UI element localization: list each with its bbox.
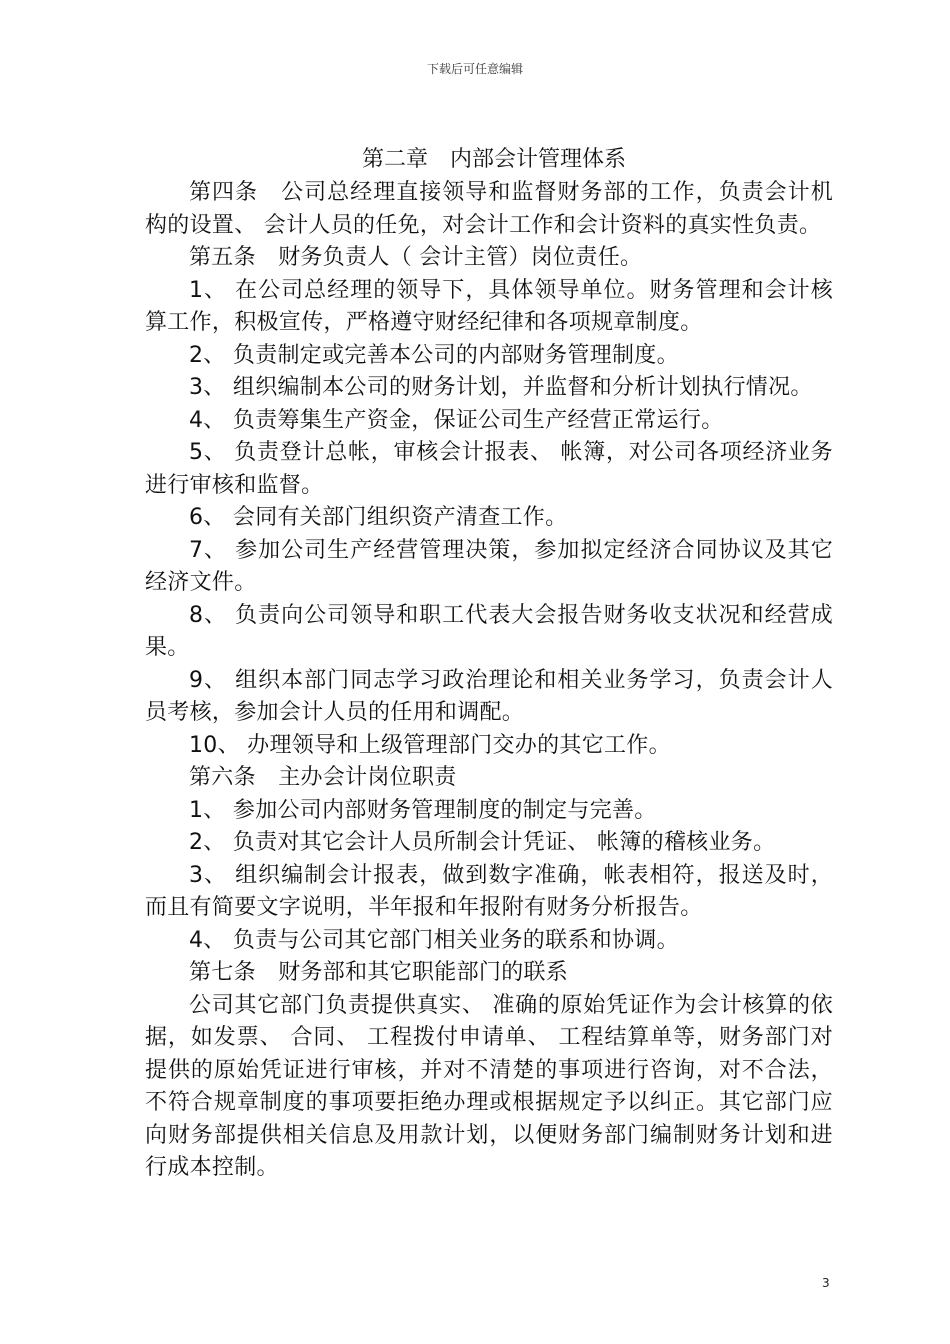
paragraph: 3、 组织编制会计报表，做到数字准确，帐表相符，报送及时，而且有简要文字说明，半年报和年报附有财务分析报告。 xyxy=(145,862,833,920)
paragraph: 3、 组织编制本公司的财务计划，并监督和分析计划执行情况。 xyxy=(189,375,813,400)
paragraph: 第五条 财务负责人（ 会计主管）岗位责任。 xyxy=(189,245,643,270)
paragraph: 1、 在公司总经理的领导下，具体领导单位。财务管理和会计核算工作，积极宣传，严格遵守财经纪律和各项规章制度。 xyxy=(145,277,833,335)
paragraph: 第四条 公司总经理直接领导和监督财务部的工作，负责会计机构的设置、 会计人员的任免，对会计工作和会计资料的真实性负责。 xyxy=(145,180,833,238)
paragraph: 5、 负责登计总帐，审核会计报表、 帐簿，对公司各项经济业务进行审核和监督。 xyxy=(145,440,833,498)
paragraph: 2、 负责对其它会计人员所制会计凭证、 帐簿的稽核业务。 xyxy=(189,830,776,855)
paragraph: 第六条 主办会计岗位职责 xyxy=(189,765,457,790)
paragraph: 6、 会同有关部门组织资产清查工作。 xyxy=(189,505,568,530)
paragraph: 4、 负责筹集生产资金，保证公司生产经营正常运行。 xyxy=(189,407,724,433)
paragraph: 4、 负责与公司其它部门相关业务的联系和协调。 xyxy=(189,927,679,953)
document-body xyxy=(145,143,833,1185)
paragraph: 2、 负责制定或完善本公司的内部财务管理制度。 xyxy=(189,342,679,368)
page-header: 下载后可任意编辑 xyxy=(426,62,523,76)
paragraph: 10、 办理领导和上级管理部门交办的其它工作。 xyxy=(189,732,671,758)
paragraph: 9、 组织本部门同志学习政治理论和相关业务学习，负责会计人员考核，参加会计人员的任用和调配。 xyxy=(145,667,833,725)
paragraph: 公司其它部门负责提供真实、 准确的原始凭证作为会计核算的依据，如发票、 合同、 工程拨付申请单、 工程结算单等，财务部门对提供的原始凭证进行审核，并对不清楚的事项进行咨询，对不合法，不符合规章制度的事项要拒绝办理或根据规定予以纠正。其它部门应向财务部提供相关信息及用款计划，以便财务部门编制财务计划和进行成本控制。 xyxy=(145,992,833,1180)
chapter-title: 第二章 内部会计管理体系 xyxy=(361,147,626,172)
page-number: 3 xyxy=(822,1276,830,1290)
paragraph: 1、 参加公司内部财务管理制度的制定与完善。 xyxy=(189,797,657,823)
paragraph: 7、 参加公司生产经营管理决策，参加拟定经济合同协议及其它经济文件。 xyxy=(145,537,833,595)
paragraph: 8、 负责向公司领导和职工代表大会报告财务收支状况和经营成果。 xyxy=(145,602,833,660)
paragraph: 第七条 财务部和其它职能部门的联系 xyxy=(189,960,569,985)
